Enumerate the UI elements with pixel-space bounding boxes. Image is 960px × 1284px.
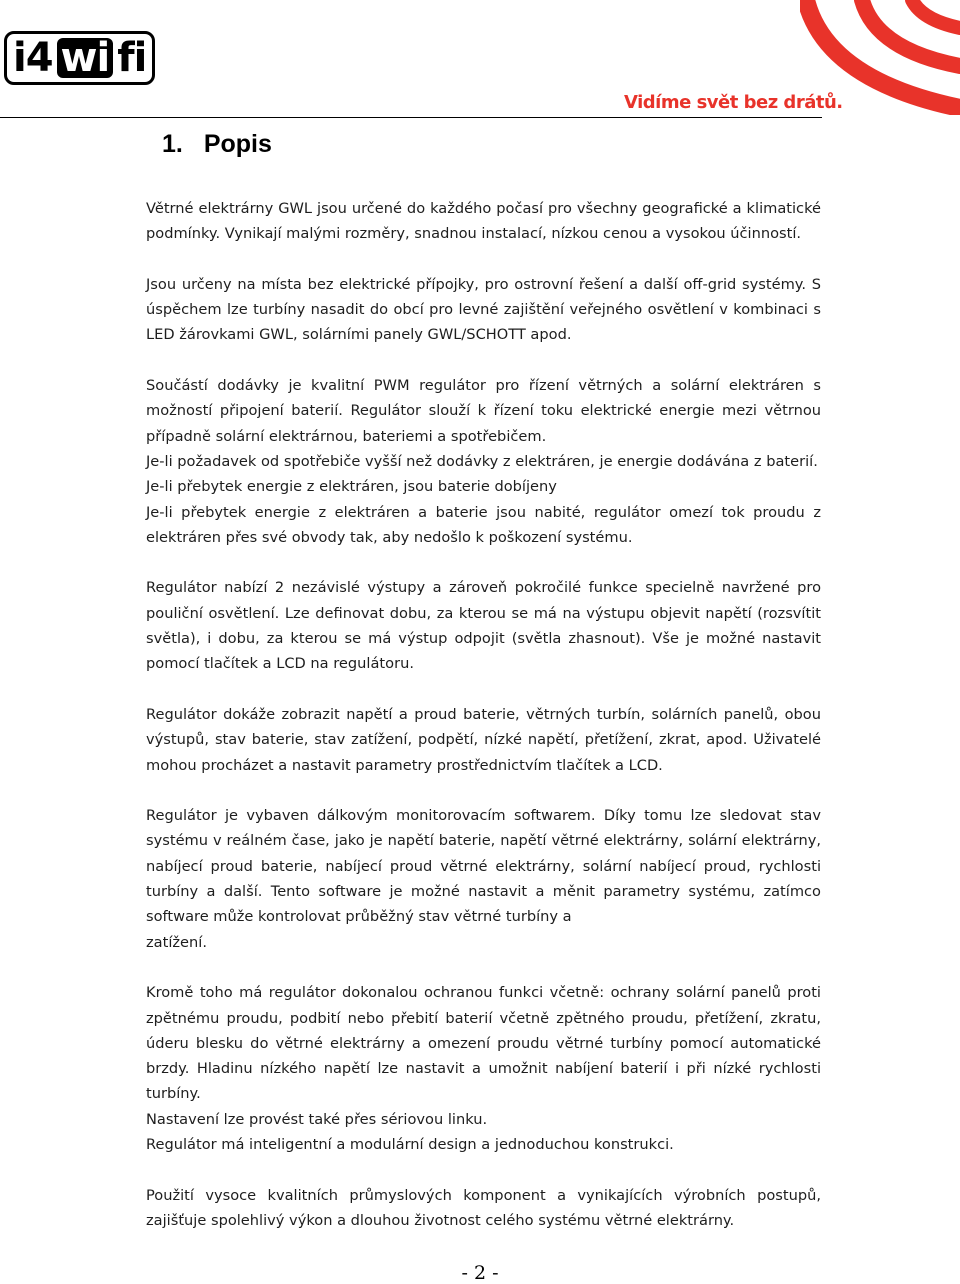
tagline: Vidíme svět bez drátů. xyxy=(624,92,843,113)
section-number: 1. xyxy=(162,130,183,158)
logo-text-wi: wi xyxy=(57,38,114,78)
paragraph-2: Jsou určeny na místa bez elektrické přípojky, pro ostrovní řešení a další off-grid systémy. S úspěchem lze turbíny nasadit do obcí pro levné zajištění veřejného osvětlení v kombinaci s LED žárovkami GWL, solárními panely GWL/SCHOTT apod. xyxy=(146,275,821,344)
paragraph-6-line-2: zatížení. xyxy=(146,933,207,951)
logo-frame xyxy=(4,31,155,85)
paragraph-1: Větrné elektrárny GWL jsou určené do každého počasí pro všechny geografické a klimatické podmínky. Vynikají malými rozměry, snadnou instalací, nízkou cenou a vysokou účinností. xyxy=(146,200,821,243)
logo-text-fi: fi xyxy=(117,35,147,81)
paragraph-6: Regulátor je vybaven dálkovým monitorovacím softwarem. Díky tomu lze sledovat stav systému v reálném čase, jako je napětí baterie, napětí větrné elektrárny, solární elektrárny, nabíjecí proud baterie, nabíjecí proud větrné elektrárny, solární nabíjecí proud, rychlosti turbíny a další. Tento software je možné nastavit a měnit parametry systému, zatímco software může kontrolovat průběžný stav větrné turbíny a xyxy=(146,807,821,926)
header-divider xyxy=(0,117,822,118)
paragraph-7-line-2: Nastavení lze provést také přes sériovou linku. xyxy=(146,1110,488,1128)
paragraph-3: Součástí dodávky je kvalitní PWM regulátor pro řízení větrných a solární elektráren s možností připojení baterií. Regulátor slouží k řízení toku elektrické energie mezi větrnou případně solární elektrárnou, bateriemi a spotřebičem. xyxy=(146,377,821,445)
section-heading xyxy=(162,130,272,159)
company-logo xyxy=(4,30,164,86)
paragraph-3-line-2: Je-li požadavek od spotřebiče vyšší než dodávky z elektráren, je energie dodávána z baterií. xyxy=(146,452,818,470)
paragraph-8: Použití vysoce kvalitních průmyslových komponent a vynikajících výrobních postupů, zajišťuje spolehlivý výkon a dlouhou životnost celého systému větrné elektrárny. xyxy=(146,1186,821,1229)
paragraph-7-line-3: Regulátor má inteligentní a modulární design a jednoduchou konstrukci. xyxy=(146,1135,674,1153)
wifi-arc-inner xyxy=(912,0,960,28)
paragraph-7: Kromě toho má regulátor dokonalou ochranou funkci včetně: ochrany solární panelů proti zpětnému proudu, podbití nebo přebití baterií včetně zpětného proudu, přetížení, zkratu, úderu blesku do větrné elektrárny a omezení proudu větrné turbíny pomocí automatické brzdy. Hladinu nízkého napětí lze nastavit a umožnit nabíjení baterií i při nízké rychlosti turbíny. xyxy=(146,984,821,1103)
logo-text-i4: i4 xyxy=(13,35,53,81)
paragraph-4: Regulátor nabízí 2 nezávislé výstupy a zároveň pokročilé funkce specielně navržené pro pouliční osvětlení. Lze definovat dobu, za kterou se má na výstupu objevit napětí (rozsvítit světla), i dobu, za kterou se má výstup odpojit (světla zhasnout). Vše je možné nastavit pomocí tlačítek a LCD na regulátoru. xyxy=(146,579,821,673)
paragraph-3-line-3: Je-li přebytek energie z elektráren, jsou baterie dobíjeny xyxy=(146,478,557,496)
paragraph-5: Regulátor dokáže zobrazit napětí a proud baterie, větrných turbín, solárních panelů, obou výstupů, stav baterie, stav zatížení, podpětí, nízké napětí, přetížení, zkrat, apod. Uživatelé mohou procházet a nastavit parametry prostřednictvím tlačítek a LCD. xyxy=(146,705,821,774)
paragraph-3-line-4: Je-li přebytek energie z elektráren a baterie jsou nabité, regulátor omezí tok proudu z elektráren přes své obvody tak, aby nedošlo k poškození systému. xyxy=(146,503,821,546)
body-content xyxy=(146,196,821,1233)
page-number: - 2 - xyxy=(461,1262,499,1284)
section-title-text: Popis xyxy=(203,130,272,158)
